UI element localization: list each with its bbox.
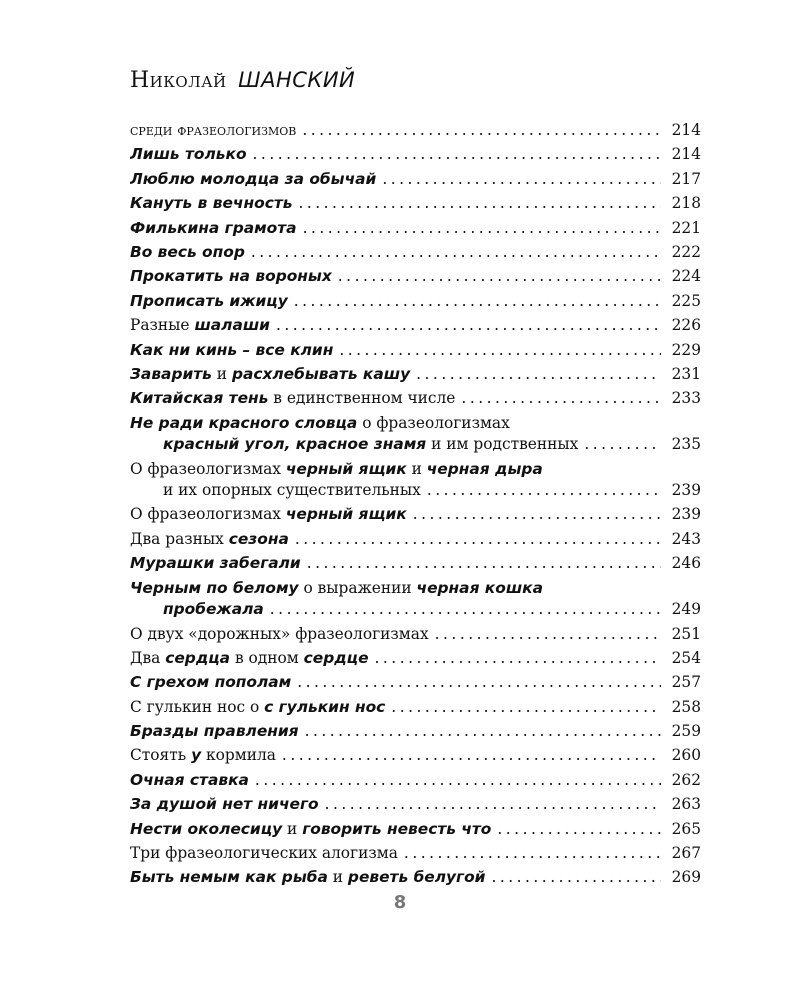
toc-entry-title: [130, 673, 291, 691]
idiom-text: с гулькин нос: [264, 697, 386, 716]
idiom-text: Люблю молодца за обычай: [130, 169, 377, 188]
toc-entry: [130, 820, 701, 844]
toc-entry-title: [130, 267, 332, 285]
title-text: и: [282, 819, 303, 838]
toc-entry: [130, 170, 701, 194]
toc-entry-title: [130, 414, 510, 432]
toc-page-number: 214: [671, 121, 701, 139]
title-text: Три фразеологических алогизма: [130, 844, 398, 863]
toc-entry: [130, 481, 701, 505]
toc-entry-title: [163, 600, 264, 618]
idiom-text: у: [191, 746, 202, 765]
toc-page-number: 214: [671, 145, 701, 164]
toc-page-number: 226: [671, 316, 701, 335]
toc-page-number: 217: [671, 169, 701, 188]
dot-leader: [305, 722, 661, 740]
dot-leader: [584, 435, 661, 453]
dot-leader: [255, 771, 661, 789]
idiom-text: черная кошка: [416, 578, 544, 597]
toc-entry-title: [130, 170, 376, 188]
toc-entry-title: [163, 435, 578, 453]
toc-entry: [130, 746, 701, 770]
toc-entry-title: [130, 365, 410, 383]
title-text: о фразеологизмах: [357, 413, 510, 432]
dot-leader: [382, 170, 661, 188]
idiom-text: сердца: [165, 648, 231, 667]
toc-entry-title: [130, 460, 543, 478]
page-number: 8: [393, 892, 407, 913]
toc-page-number: 243: [671, 529, 701, 548]
dot-leader: [282, 746, 661, 764]
toc-page-number: 269: [671, 868, 701, 887]
toc-page-number: 225: [671, 291, 701, 310]
title-text: и: [211, 364, 232, 383]
toc-entry: [130, 625, 701, 649]
title-text: и им родственных: [426, 435, 579, 454]
toc-page-number: 257: [671, 673, 701, 692]
dot-leader: [497, 820, 661, 838]
idiom-text: Прописать ижицу: [130, 291, 288, 310]
idiom-text: Бразды правления: [130, 722, 299, 741]
toc-entry-title: [130, 579, 543, 597]
dot-leader: [302, 121, 661, 139]
toc-entry-title: [130, 554, 301, 572]
dot-leader: [251, 243, 661, 261]
idiom-text: сердце: [303, 648, 369, 667]
toc-entry: [130, 341, 701, 365]
toc-entry-title: [130, 820, 491, 838]
toc-page-number: 233: [671, 389, 701, 408]
toc-page-number: 229: [671, 340, 701, 359]
toc-page-number: 235: [671, 435, 701, 454]
title-text: среди фразеологизмов: [130, 121, 297, 139]
toc-entry-title: [130, 341, 333, 359]
idiom-text: пробежала: [163, 600, 264, 619]
idiom-text: Не ради красного словца: [130, 413, 358, 432]
toc-entry-title: [130, 868, 485, 886]
title-text: и: [406, 459, 427, 478]
toc-page-number: 239: [671, 505, 701, 524]
toc-entry-title: [130, 389, 455, 407]
dot-leader: [413, 505, 661, 523]
idiom-text: Быть немым как рыба: [130, 868, 328, 887]
title-text: Два: [130, 648, 166, 667]
toc-entry-title: [130, 505, 407, 523]
toc-entry: [130, 292, 701, 316]
idiom-text: Прокатить на вороных: [130, 267, 332, 286]
toc-page-number: 221: [671, 218, 701, 237]
idiom-text: Лишь только: [130, 145, 247, 164]
toc-entry: [130, 145, 701, 169]
toc-entry: [130, 316, 701, 340]
dot-leader: [325, 795, 661, 813]
dot-leader: [298, 194, 661, 212]
toc-entry: [130, 698, 701, 722]
author-first-name: Николай: [130, 68, 227, 93]
toc-entry: [130, 414, 701, 436]
toc-entry: [130, 554, 701, 578]
toc-entry-title: [130, 219, 297, 237]
toc-page-number: 258: [671, 697, 701, 716]
dot-leader: [435, 625, 661, 643]
dot-leader: [339, 341, 661, 359]
dot-leader: [391, 698, 661, 716]
dot-leader: [427, 481, 661, 499]
dot-leader: [253, 145, 661, 163]
toc-entry: [130, 844, 701, 868]
title-text: С гулькин нос о: [130, 697, 265, 716]
toc-page-number: 259: [671, 722, 701, 741]
toc-entry-title: [163, 481, 421, 499]
toc-entry: [130, 673, 701, 697]
title-text: Разные: [130, 316, 195, 335]
idiom-text: Филькина грамота: [130, 218, 297, 237]
toc-entry-title: [130, 722, 299, 740]
title-text: кормила: [201, 746, 276, 765]
idiom-text: расхлебывать кашу: [231, 364, 411, 383]
dot-leader: [491, 868, 661, 886]
toc-entry: [130, 795, 701, 819]
idiom-text: За душой нет ничего: [130, 795, 319, 814]
toc-entry: [130, 649, 701, 673]
toc-page-number: 260: [671, 746, 701, 765]
toc-page-number: 224: [671, 267, 701, 286]
idiom-text: Кануть в вечность: [130, 194, 293, 213]
title-text: в одном: [230, 648, 304, 667]
idiom-text: Мурашки забегали: [130, 554, 301, 573]
toc-entry: [130, 460, 701, 482]
idiom-text: Нести околесицу: [130, 819, 283, 838]
toc-entry-title: [130, 649, 369, 667]
dot-leader: [404, 844, 661, 862]
toc-page-number: 254: [671, 648, 701, 667]
idiom-text: говорить невесть что: [302, 819, 492, 838]
toc-page-number: 263: [671, 795, 701, 814]
toc-entry: [130, 579, 701, 601]
toc-page-number: 246: [671, 554, 701, 573]
toc-entry-title: [130, 746, 276, 764]
dot-leader: [307, 554, 661, 572]
toc-entry: [130, 435, 701, 459]
toc-entry-title: [130, 316, 270, 334]
dot-leader: [338, 267, 661, 285]
title-text: О двух «дорожных» фразеологизмах: [130, 624, 429, 643]
toc-entry: [130, 771, 701, 795]
toc-page-number: 251: [671, 624, 701, 643]
toc-page-number: 222: [671, 242, 701, 261]
dot-leader: [270, 600, 661, 618]
idiom-text: черный ящик: [285, 505, 407, 524]
toc-entry-title: [130, 698, 385, 716]
title-text: о выражении: [298, 578, 417, 597]
idiom-text: сезона: [228, 529, 289, 548]
dot-leader: [276, 316, 661, 334]
title-text: в единственном числе: [268, 389, 456, 408]
table-of-contents: [130, 121, 701, 893]
idiom-text: С грехом пополам: [130, 673, 292, 692]
toc-entry-title: [130, 771, 249, 789]
idiom-text: Как ни кинь – все клин: [130, 340, 334, 359]
toc-entry: [130, 267, 701, 291]
toc-entry: [130, 389, 701, 413]
toc-entry: [130, 722, 701, 746]
toc-page-number: 239: [671, 481, 701, 500]
toc-entry: [130, 868, 701, 892]
toc-entry: [130, 194, 701, 218]
idiom-text: Китайская тень: [130, 389, 269, 408]
toc-page-number: 231: [671, 364, 701, 383]
toc-page-number: 249: [671, 600, 701, 619]
toc-entry: [130, 505, 701, 529]
dot-leader: [295, 530, 661, 548]
toc-page-number: 262: [671, 770, 701, 789]
toc-entry-title: [130, 194, 292, 212]
title-text: Стоять: [130, 746, 192, 765]
toc-entry-title: [130, 145, 247, 163]
title-text: Два разных: [130, 529, 229, 548]
idiom-text: реветь белугой: [347, 868, 486, 887]
toc-entry-title: [130, 530, 289, 548]
title-text: О фразеологизмах: [130, 459, 286, 478]
idiom-text: Во весь опор: [130, 242, 245, 261]
dot-leader: [303, 219, 661, 237]
running-header: [130, 68, 355, 93]
toc-page-number: 265: [671, 819, 701, 838]
toc-entry: [130, 530, 701, 554]
toc-entry-title: [130, 292, 288, 310]
toc-page-number: 267: [671, 844, 701, 863]
title-text: и: [327, 868, 348, 887]
idiom-text: Черным по белому: [130, 578, 299, 597]
idiom-text: красный угол, красное знамя: [163, 435, 427, 454]
toc-entry: [130, 219, 701, 243]
title-text: и их опорных существительных: [163, 481, 421, 500]
toc-entry-title: [130, 844, 398, 862]
toc-entry-title: [130, 243, 245, 261]
toc-entry: [130, 600, 701, 624]
idiom-text: шалаши: [194, 316, 270, 335]
dot-leader: [294, 292, 661, 310]
dot-leader: [461, 389, 661, 407]
idiom-text: Очная ставка: [130, 770, 249, 789]
toc-entry: [130, 121, 701, 145]
idiom-text: черный ящик: [285, 459, 407, 478]
toc-entry-title: [130, 625, 429, 643]
toc-entry: [130, 243, 701, 267]
toc-entry-title: [130, 795, 319, 813]
title-text: О фразеологизмах: [130, 505, 286, 524]
dot-leader: [297, 673, 661, 691]
idiom-text: Заварить: [130, 364, 212, 383]
dot-leader: [375, 649, 661, 667]
idiom-text: черная дыра: [426, 459, 543, 478]
toc-page-number: 218: [671, 194, 701, 213]
toc-entry-title: [130, 121, 296, 139]
author-last-name: ШАНСКИЙ: [238, 68, 356, 92]
toc-entry: [130, 365, 701, 389]
dot-leader: [416, 365, 661, 383]
